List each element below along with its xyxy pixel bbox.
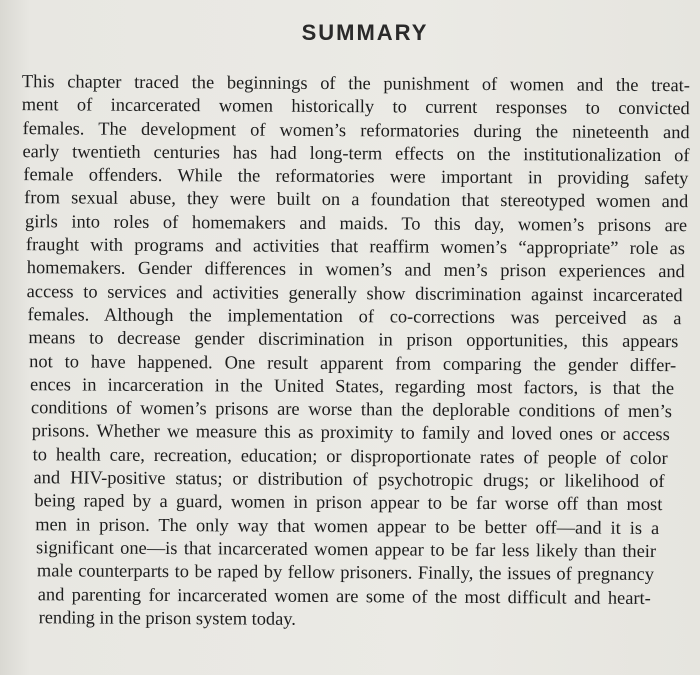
summary-paragraph — [0, 70, 700, 633]
paragraph-line: men in prison. The only way that women appear to be better off—and it is a — [35, 513, 660, 538]
paragraph-line: conditions of women’s prisons are worse than the deplorable conditions of men’s — [30, 397, 672, 422]
paragraph-line: to health care, recreation, education; or disproportionate rates of people of color — [32, 443, 668, 468]
paragraph-line: girls into roles of homemakers and maids. To this day, women’s prisons are — [25, 210, 688, 235]
paragraph-line: not to have happened. One result apparent from comparing the gender differ- — [29, 350, 677, 375]
paragraph-line: being raped by a guard, women in prison appear to be far worse off than most — [34, 490, 663, 515]
paragraph-line: fraught with programs and activities that reaffirm women’s “appropriate” role as — [25, 234, 685, 259]
summary-heading: SUMMARY — [301, 20, 429, 45]
paragraph-line: ment of incarcerated women historically to current responses to convicted — [21, 94, 690, 119]
paragraph-line: significant one—is that incarcerated women appear to be far less likely than their — [36, 537, 657, 561]
paragraph-line: means to decrease gender discrimination in prison opportunities, this appears — [28, 327, 679, 352]
paragraph-line: and HIV-positive status; or distribution of psychotropic drugs; or likelihood of — [33, 467, 665, 492]
paragraph-line: early twentieth centuries has had long-term effects on the institutionalization of — [22, 141, 690, 166]
paragraph-line: rending in the prison system today. — [38, 607, 296, 629]
paragraph-line: homemakers. Gender differences in women’s and men’s prison experiences and — [26, 257, 685, 282]
paragraph-line: prisons. Whether we measure this as proximity to family and loved ones or access — [31, 420, 670, 445]
paragraph-line: females. Although the implementation of co-corrections was perceived as a — [27, 304, 682, 329]
paragraph-line: male counterparts to be raped by fellow prisoners. Finally, the issues of pregnancy — [36, 560, 654, 585]
paragraph-line: females. The development of women’s reformatories during the nineteenth and — [22, 117, 690, 142]
paragraph-line: from sexual abuse, they were built on a foundation that stereotyped women and — [24, 187, 689, 212]
paragraph-line: and parenting for incarcerated women are some of the most difficult and heart- — [37, 583, 651, 608]
paragraph-line: access to services and activities generally show discrimination against incarcerated — [26, 280, 683, 305]
paragraph-line: This chapter traced the beginnings of the punishment of women and the treat- — [21, 71, 690, 96]
paragraph-line: ences in incarceration in the United States, regarding most factors, is that the — [30, 374, 675, 398]
paragraph-line: female offenders. While the reformatories were important in providing safety — [23, 164, 689, 189]
